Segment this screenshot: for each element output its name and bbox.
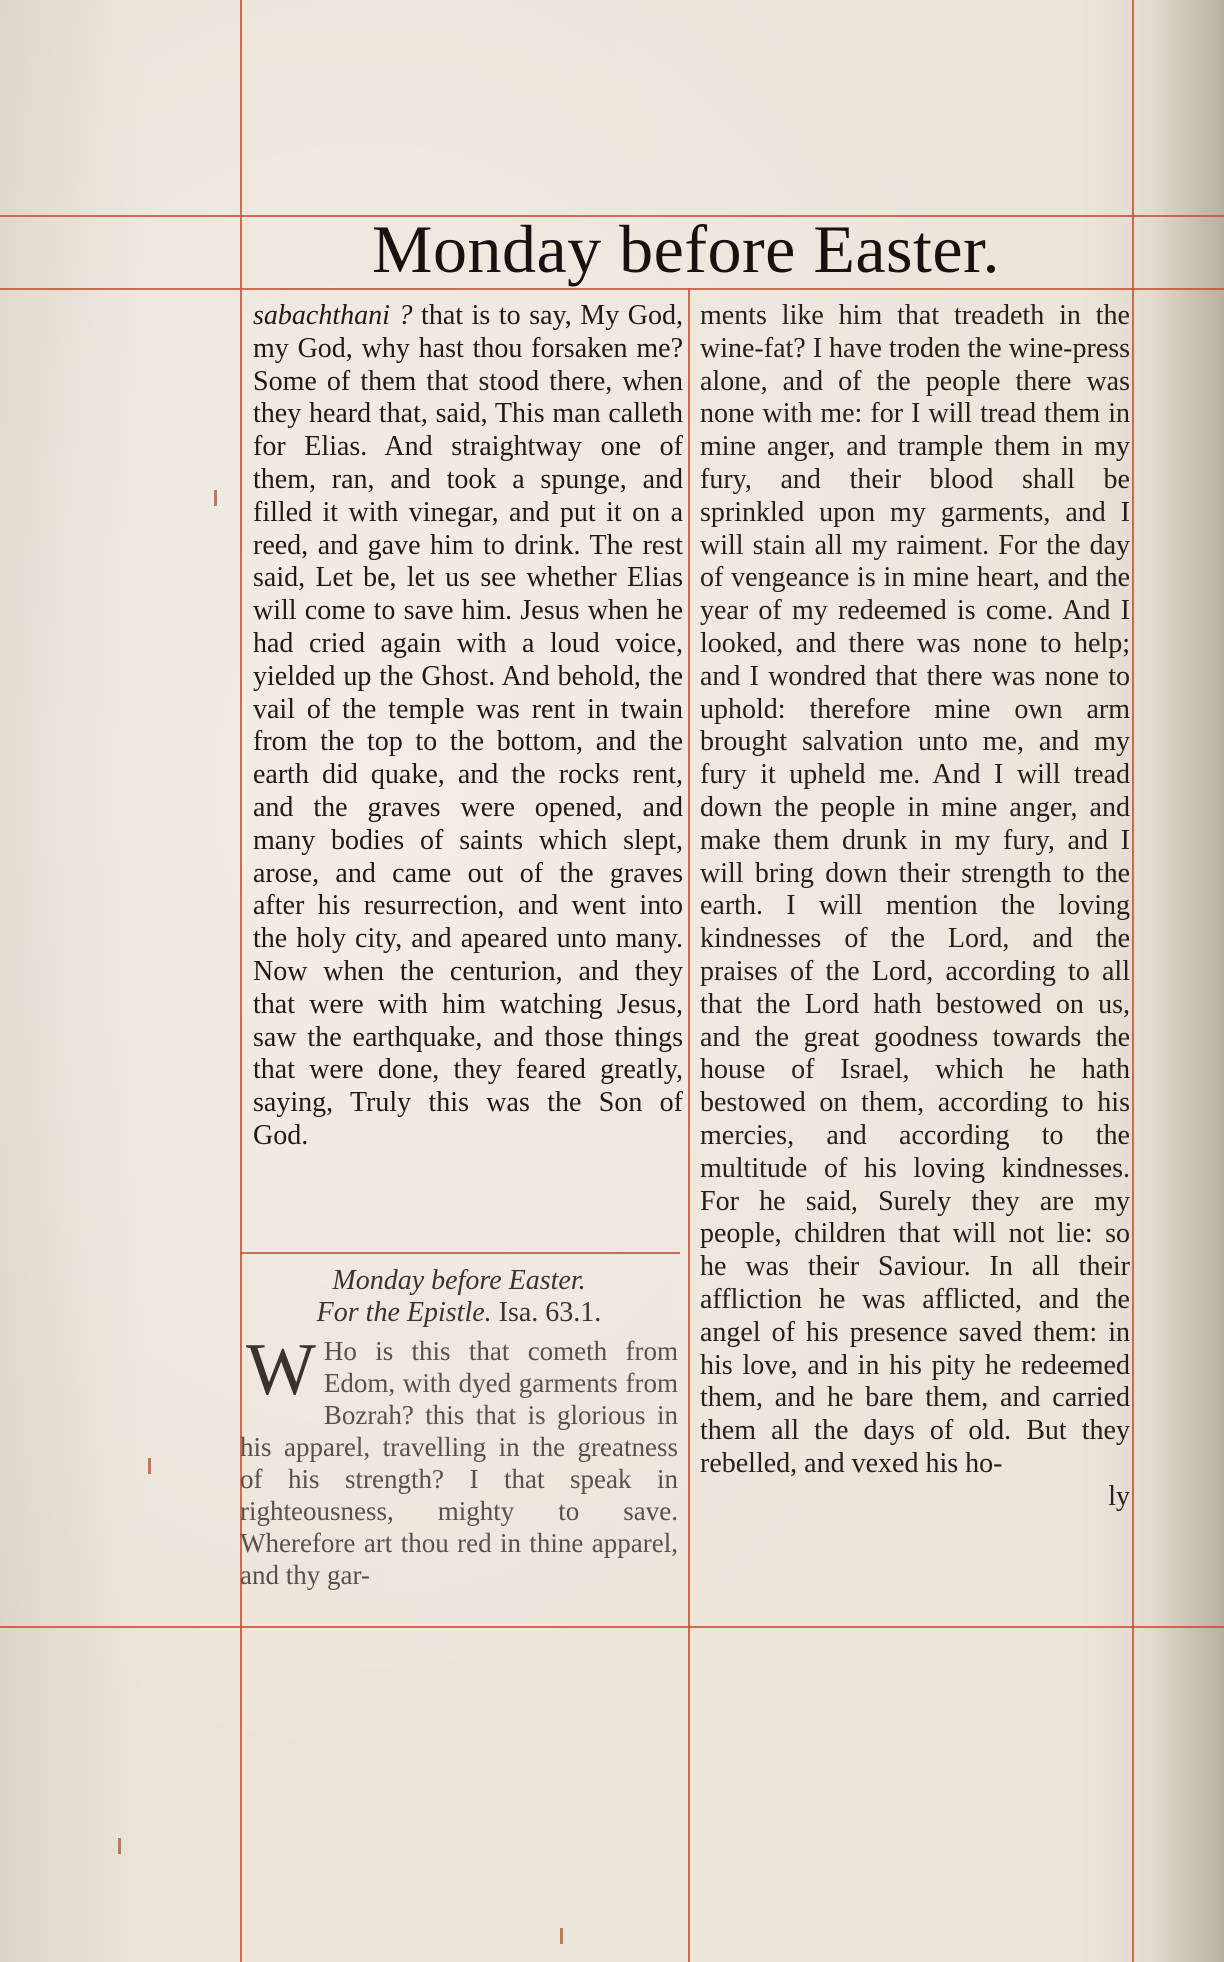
- left-text-column: [253, 300, 683, 1250]
- drop-cap-letter: W: [246, 1329, 316, 1411]
- scripture-reference: Isa. 63.1.: [498, 1297, 602, 1328]
- margin-mark: [118, 1838, 121, 1854]
- epistle-label: For the Epistle.: [316, 1297, 492, 1328]
- epistle-passage: Ho is this that cometh from Edom, with dyed garments from Bozrah? this that is glorious in his apparel, travelling in the greatness of his strength? I that speak in righteousness, mighty to save. Wherefore art thou red in thine apparel, and thy gar-: [240, 1336, 678, 1590]
- rule-epistle-divider: [240, 1252, 680, 1254]
- gospel-passage: that is to say, My God, my God, why hast thou forsaken me? Some of them that stood there, when they heard that, said, This man calleth for Elias. And straightway one of them, ran, and took a spunge, and filled it with vinegar, and put it on a reed, and gave him to drink. The rest said, Let be, let us see whether Elias will come to save him. Jesus when he had cried again with a loud voice, yielded up the Ghost. And behold, the vail of the temple was rent in twain from the top to the bottom, and the earth did quake, and the rocks rent, and the graves were opened, and many bodies of saints which slept, arose, and came out of the graves after his resurrection, and went into the holy city, and apeared unto many. Now when the centurion, and they that were with him watching Jesus, saw the earthquake, and those things that were done, they feared greatly, saying, Truly this was the Son of God.: [253, 300, 683, 1151]
- epistle-subheading: [240, 1297, 678, 1329]
- margin-mark: [560, 1928, 563, 1944]
- catchword: ly: [1108, 1480, 1130, 1512]
- rule-column-gutter: [688, 288, 690, 1962]
- rule-left-margin: [240, 0, 242, 1962]
- rule-under-header: [0, 288, 1224, 290]
- epistle-section: [240, 1265, 678, 1625]
- page-title: Monday before Easter.: [372, 211, 1000, 287]
- epistle-heading: Monday before Easter.: [332, 1265, 586, 1296]
- continued-word: sabachthani ?: [253, 300, 413, 331]
- margin-mark: [214, 490, 217, 506]
- page-edge-shadow: [1154, 0, 1224, 1962]
- right-text-column: [700, 300, 1130, 1635]
- gospel-text: [253, 300, 683, 1153]
- epistle-text: [240, 1329, 678, 1591]
- epistle-continuation: ments like him that treadeth in the wine-fat? I have troden the wine-press alone, and of the people there was none with me: for I will tread them in mine anger, and trample them in my fury, and their blood shall be sprinkled upon my garments, and I will stain all my raiment. For the day of vengeance is in mine heart, and the year of my redeemed is come. And I looked, and there was none to help; and I wondred that there was none to uphold: therefore mine own arm brought salvation unto me, and my fury it upheld me. And I will tread down the people in mine anger, and make them drunk in my fury, and I will bring down their strength to the earth. I will mention the loving kindnesses of the Lord, and the praises of the Lord, according to all that the Lord hath bestowed on us, and the great goodness towards the house of Israel, which he hath bestowed on them, according to his mercies, and according to the multitude of his loving kindnesses. For he said, Surely they are my people, children that will not lie: so he was their Saviour. In all their affliction he was afflicted, and the angel of his presence saved them: in his love, and in his pity he redeemed them, and he bare them, and carried them all the days of old. But they rebelled, and vexed his ho-: [700, 300, 1130, 1479]
- margin-mark: [148, 1458, 151, 1474]
- rule-right-margin: [1132, 0, 1134, 1962]
